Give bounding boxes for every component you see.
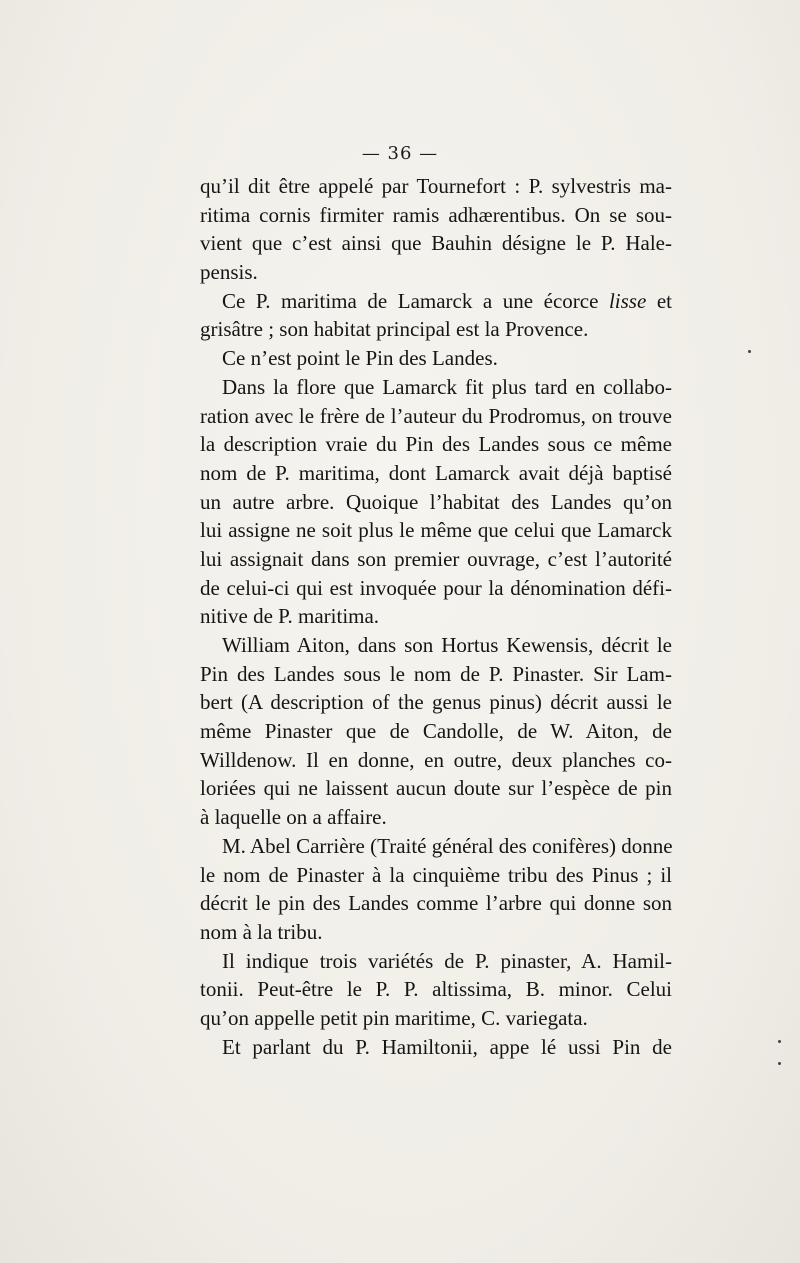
text-line: Pin des Landes sous le nom de P. Pinaster. Sir Lam- bbox=[200, 661, 672, 686]
text-line: nom à la tribu. bbox=[200, 919, 323, 944]
text-line: à laquelle on a affaire. bbox=[200, 805, 387, 830]
emphasis: lisse bbox=[608, 288, 647, 313]
body-text bbox=[200, 172, 672, 1061]
text-line: ration avec le frère de l’auteur du Prodromus, on trouve bbox=[200, 403, 672, 428]
text-line: loriées qui ne laissent aucun doute sur l’espèce de pin bbox=[200, 776, 672, 801]
text-line: lui assigne ne soit plus le même que celui que Lamarck bbox=[200, 518, 672, 543]
text-line: le nom de Pinaster à la cinquième tribu des Pinus ; il bbox=[200, 862, 672, 887]
text-line: Ce n’est point le Pin des Landes. bbox=[222, 346, 498, 371]
text-line: tonii. Peut-être le P. P. altissima, B. minor. Celui bbox=[200, 977, 672, 1002]
text-line: Il indique trois variétés de P. pinaster, A. Hamil- bbox=[222, 948, 672, 973]
text-line: M. Abel Carrière (Traité général des conifères) donne bbox=[222, 833, 673, 858]
text-line: Et parlant du P. Hamiltonii, appe lé ussi Pin de bbox=[222, 1034, 672, 1059]
text-line: grisâtre ; son habitat principal est la Provence. bbox=[200, 317, 589, 342]
margin-speck bbox=[778, 1040, 781, 1043]
text-line: lui assignait dans son premier ouvrage, c’est l’autorité bbox=[200, 546, 672, 571]
text-line: qu’on appelle petit pin maritime, C. variegata. bbox=[200, 1005, 588, 1030]
text-line: Ce P. maritima de Lamarck a une écorce lisse et bbox=[222, 288, 673, 313]
text-line: vient que c’est ainsi que Bauhin désigne le P. Hale- bbox=[200, 231, 672, 256]
text-line: même Pinaster que de Candolle, de W. Aiton, de bbox=[200, 719, 672, 744]
text-line: de celui-ci qui est invoquée pour la dénomination défi- bbox=[200, 575, 672, 600]
text-line: ritima cornis firmiter ramis adhærentibus. On se sou- bbox=[200, 202, 672, 227]
text-line: Willdenow. Il en donne, en outre, deux planches co- bbox=[200, 747, 672, 772]
text-line: qu’il dit être appelé par Tournefort : P. sylvestris ma- bbox=[200, 174, 672, 198]
text-line: William Aiton, dans son Hortus Kewensis, décrit le bbox=[222, 633, 672, 657]
text-line: la description vraie du Pin des Landes sous ce même bbox=[200, 432, 672, 457]
text-line: bert (A description of the genus pinus) décrit aussi le bbox=[200, 690, 672, 715]
margin-speck bbox=[748, 350, 751, 353]
text-line: Dans la flore que Lamarck fit plus tard en collabo- bbox=[222, 374, 672, 399]
text-line: décrit le pin des Landes comme l’arbre qui donne son bbox=[200, 891, 672, 916]
text-line: nitive de P. maritima. bbox=[200, 604, 380, 629]
text-line: pensis. bbox=[200, 260, 258, 285]
text-line: nom de P. maritima, dont Lamarck avait déjà baptisé bbox=[200, 460, 672, 485]
margin-speck bbox=[778, 1062, 781, 1065]
page-number: — 36 — bbox=[361, 143, 439, 164]
text-line: un autre arbre. Quoique l’habitat des Landes qu’on bbox=[200, 489, 672, 514]
